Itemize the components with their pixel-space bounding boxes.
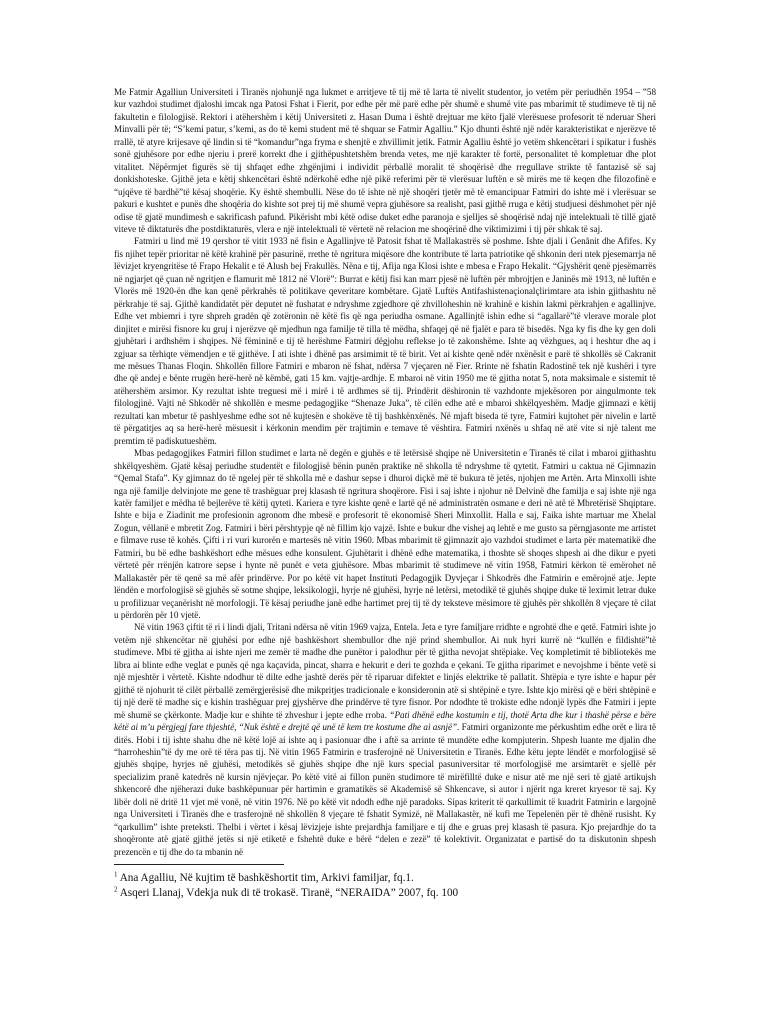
paragraph-family	[114, 621, 656, 858]
footnote-number: 2	[114, 885, 118, 894]
footnote-number: 1	[114, 870, 118, 879]
paragraph-studies: Mbas pedagogjikes Fatmiri fillon studimet e larta në degën e gjuhës e të letërsisë shqipe në Universitetin e Tiranës të cilat i mbaroi gjithashtu shkëlqyeshëm. Gjatë kësaj periudhe studentët e filologjisë bënin punën praktike në shkolla të ndryshme të qytetit. Fatmiri u caktua në Gjimnazin “Qemal Stafa”. Ky gjimnaz do të ngelej për të shkolla më e dashur sepse i dhuroi diçkë më të bukura të jetës, njohjen me Artën. Arta Minxolli ishte nga një familje delvinjote me gene të trashëguar prej klasash të ngritura shoqërore. Fisi i saj ishte i njohur në Delvinë dhe familja e saj ishte një nga katër familjet e mëdha të bejlerëve të këtij qyteti. Kariera e tyre kishte qenë e lartë që në administratën osmane e deri në atë të Mbretërisë Shqiptare. Ishte e bija e Ziadinit me profesionin agronom dhe mbesë e profesorit të ekonomisë Sheri Minxollit. Halla e saj, Faika ishte martuar me Xhelal Zogun, vëllanë e mbretit Zog. Fatmiri i bëri përshtypje që në fillim kjo vajzë. Ishte e bukur dhe vishej aq lehtë e me gusto sa përngjasonte me artistet e filmave ruse të kohës. Çifti i ri vuri kurorën e martesës në vitin 1960. Mbas mbarimit të gjimnazit ajo vazhdoi studimet e larta për matematikë dhe Fatmiri, bu bë edhe bashkëshort edhe mësues edhe konsulent. Gjuhëtarit i dhënë edhe matematika, i thoshte së shoqes shpesh ai dhe dikur e pyeti vërtetë për rrënjën katrore sepse i hynte në punët e veta gjuhësore. Mbas mbarimit të studimeve në vitin 1958, Fatmiri kërkon të emërohet në Mallakastër për të qenë sa më afër prindërve. Por po këtë vit hapet Instituti Pedagogjik Dyvjeçar i Shkodrës dhe Fatmirin e emërojnë atje. Jepte lëndën e morfologjisë së gjuhës së sotme shqipe, leksikologji, hyrje në gjuhësi, hyrje në letërsi, metodikë të gjuhës shqipe duke të leximit letrar duke u profilizuar veçanërisht në morfologji. Të kësaj periudhe janë edhe hartimet prej tij të dy teksteve mësimore të gjuhës për shkollën 8 vjeçare të cilat u përdorën për 10 vjetë.	[114, 448, 656, 621]
paragraph-family-end: Fatmiri organizonte me përkushtim edhe orët e lira të ditës. Hobi i tij ishte shahu dhe në këtë lojë ai ishte aq i pasionuar dhe i aftë sa arrinte të mundëte edhe kompjuterin. Shpesh luante me djalin dhe “harroheshin”të dy me orë të tëra pas tij. Në vitin 1965 Fatmirin e trasferojnë në Universitetin e Tiranës. Edhe këtu jepte lëndët e morfologjisë së gjuhës shqipe, hyrjes në gjuhësi, metodikës së gjuhës shqipe dhe një kurs special pasuniversitar të morfologjisë me arsimtarët e sjellë për specializim pranë katedrës në kursin njëvjeçar. Po këtë vitë ai fillon punën studimore të mirëfilltë duke e nisur atë me një seri të gjatë artikujsh shkencorë dhe njëherazi duke bashkëpunuar për hartimin e gramatikës së Akademisë së Shkencave, si autor i njërit nga kreret kryesor të saj. Ky libër doli në dritë 11 vjet më vonë, në vitin 1976. Në po këtë vit ndodh edhe një paradoks. Sipas kriterit të qarkullimit të kuadrit Fatmirin e largojnë nga Universiteti i Tiranës dhe e trasferojnë në shkollën 8 vjeçare të fshatit Symizë, në Mallakastër, në kufi me Tepelenën për të dhënë rusisht. Ky “qarkullim” ishte preteksti. Thelbi i vërtet i kësaj lëvizjeje ishte prejardhja familjare e tij dhe e gruas prej klasash të pasura. Kjo prejardhje do ta shoqëronte atë gjatë gjithë jetës si një etiketë e fshehtë duke e bërë “delen e zezë” të kolektivit. Organizatat e partisë do ta diskutonin shpesh prezencën e tij dhe do ta mbanin në	[114, 722, 656, 857]
footnote-separator	[114, 864, 284, 865]
footnotes	[114, 871, 656, 901]
footnote-2	[114, 886, 656, 901]
paragraph-family-start: Në vitin 1963 çiftit të ri i lindi djali, Tritani ndërsa në vitin 1969 vajza, Entela. Jeta e tyre familjare rridhte e ngrohtë dhe e qetë. Fatmiri ishte jo vetëm një shkencëtar në gjuhësi por edhe një bashkëshort shembullor dhe një prind shembullor. Ai nuk hyri kurrë në “kullën e fildishtë”të studimeve. Mbi të gjitha ai ishte njeri me zemër të madhe dhe punëtor i palodhur për të gjitha nevojat shtëpiake. Veç kompletimit të bibliotekës me libra ai blinte edhe veglat e punës që nga kaçavida, pincat, sharra e hekurit e deri te gozhda e çekani. Te gjitha riparimet e nevojshme i bënte vetë si një mjeshtër i vërtetë. Kishte ndodhur të dilte edhe jashtë derës për të riparuar difektet e linjës elektrike të pallatit. Shtëpia e tyre ishte e hapur për gjithë të njohurit të cilët përballë zemërgjerësisë dhe mikpritjes tradicionale e konsideronin atë si shtëpinë e tyre. Ishte kjo mirësi që e bëri shtëpinë e tij një derë të madhe siç e kishin trashëguar prej gjyshërve dhe prindërve të tyre fisnor. Por ndodhte të trokiste edhe ndonjë lypës dhe Fatmiri i jepte më shumë se çkërkonte. Madje kur e shihte të zhveshur i jepte edhe rroba.	[114, 622, 656, 720]
paragraph-birth: Fatmiri u lind më 19 qershor të vitit 1933 në fisin e Agallinjve të Patosit fshat të Mallakastrës së poshme. Ishte djali i Genãnit dhe Afifes. Ky fis njihet tepër prioritar në këtë krahinë për pasurinë, rrethe të ngritura miqësore dhe kontribute të larta patriotike që shkonin deri ntek pjesemarrja në lëvizjet kryengritëse të Frapo Hekalit e të Alush bej Frakullës. Nëna e tij, Afija nga Klosi ishte e mbesa e Frapo Hekalit. “Gjyshërit qenë pjesëmarrës në ngjarjet që çuan në ngritjen e flamurit më 1812 në Vlorë”: Burrat e këtij fisi kan marr pjesë në luftën për mbrojtjen e Janinës më 1913, në luftën e Vlorës më 1920-ën dhe kan qenë përkrahës të politikave qeveritare kombëtare. Gjatë Luftës Antifashistenaçionalçlirimtare ata ishin gjithashtu në përkrahje të saj. Gjithë kandidatët për deputet në fushatat e ndryshme zgjedhore që zhvilloheshin në krahinë e kishin lakmi përkrahjen e agallinjve. Edhe vet mbiemri i tyre shpreh gradën që zotëronin në këtë fis që nga periudha osmane. Agallinjtë ishin edhe si “agallarë”të vlerave morale plot dinjitet e mirësi fisnore ku gruj i njerëzve që mjedhun nga familje të tilla të mëdha, shfaqej që në fjalët e para të bisedës. Nga ky fis dhe ky gen doli gjuhëtari i ardhshëm i shqipes. Në fëmininë e tij të herëshme Fatmiri dëgjohu reflekse jo të zakonshëme. Ishte aq vëzhgues, aq i heshtur dhe aq i zgjuar sa tërhiqte vëmendjen e të gjithëve. I ati ishte i dhënë pas arsimimit të të birit. Vet ai kishte qenë ndër nxënësit e parë të shkollës së Cakranit me mësues Thanas Floqin. Shkollën fillore Fatmiri e mbaron në fshat, ndërsa 7 vjeçaren në Fier. Rrinte në fshatin Radostinë tek një kushëri i tyre dhe që andej e bënte rrugën herë-herë në këmbë, gati 15 km. vajtje-ardhje. E mbaroi në vitin 1950 me të gjitha notat 5, nota maksimale e sistemit të atëhershëm arsimor. Ky rezultat ishte treguesi më i mirë i të ardhmes së tij. Prindërit dëshironin të vazhdonte mjekësoren por aingulmonte tek filologjinë. Vajti në Shkodër në shkollën e mesme pedagogjike “Shenaze Juka”, të cilën edhe atë e mbaroi shkëlqyeshëm. Madje gjimnazi e këtij rezultati kan mbetur të pashlyeshme edhe sot në kujtesën e shokëve të tij bashkënxënës. Në mjaft biseda të tyre, Fatmiri kujtohet për nivelin e lartë të përgatitjes aq sa herë-herë mësuesit i kërkonin mendim për trajtimin e temave të vështira. Fatmiri nxënës u shfaq në atë vite si një talent me premtim të padiskutueshëm.	[114, 236, 656, 446]
footnote-text: Asqeri Llanaj, Vdekja nuk di të trokasë. Tiranë, “NERAIDA” 2007, fq. 100	[119, 887, 459, 900]
quote-arta: “Pati dhënë edhe kostumin e tij, thotë Arta dhe kur i thashë përse e bëre këtë ai m’u përgjegj fare thjeshtë, “Nuk është e drejtë që unë të kem tre kostume dhe ai asnjë”.	[114, 709, 656, 733]
footnote-text: Ana Agalliu, Në kujtim të bashkëshortit tim, Arkivi familjar, fq.1.	[119, 872, 414, 885]
paragraph-intro: Me Fatmir Agalliun Universiteti i Tiranës njohunjë nga lukmet e arritjeve të tij më të larta të nivelit studentor, jo vetëm për periudhën 1954 – ‟58 kur vazhdoi studimet djaloshi imcak nga Patosi Fshat i Fierit, por edhe për më parë edhe për shumë e shumë vite pas mbarimit të studimeve të tij në fakultetin e filologjisë. Rektori i atëhershëm i këtij Universiteti z. Hasan Duma i është drejtuar me këto fjalë vlerësuese profesorit të nderuar Sheri Minvalli për të; “S’kemi patur, s’kemi, as do të kemi student më të shquar se Fatmir Agalliu.” Kjo dhunti është një ndër karakteristikat e njerëzve të rrallë, të atyre krijesave që lindin si të “komandur”nga fryma e shenjtë e zhvillimit jetik. Fatmir Agalliu është jo vetëm shkencëtari i spikatur i fushës sonë gjuhësore por edhe njeriu i prerë korrekt dhe i gjithëpushtetshëm brenda vetes, me një karakter të fortë, personalitet të kompletuar dhe plot vitalitet. Nëpërmjet figurës së tij shfaqet edhe zhgënjimi i individit përballë moralit të shoqërisë dhe rregullave strikte të fantazisë së saj donkishoteske. Gjithë jeta e këtij shkencëtari është ndërkohë edhe një pikë referimi për të vlerësuar luftën e së mirës me të keqen dhe filozofinë e “ujqëve të bardhë”të kësaj shoqërie. Ky është shembulli. Nëse do të ishte në një shoqëri tjetër më të emancipuar Fatmiri do ishte më i vlerësuar se pakuri e kushtet e punës dhe shoqëria do kishte sot prej tij më shumë vepra gjuhësore sa realisht, pasi gjithë rruga e këtij studjuesi dëshmohet për një odise të gjatë mundimesh e sakrificash pafund. Pikërisht mbi këtë odise duket edhe paranoja e sjelljes së shoqërisë ndaj një intelektuali të tillë gjatë viteve të diktaturës dhe postdiktaturës, vlera e një intelektuali të vërtetë në relacion me shoqërinë dhe viktimizimi i tij për shkak të saj.	[114, 87, 656, 234]
body-text	[114, 86, 656, 858]
footnote-1	[114, 871, 656, 886]
